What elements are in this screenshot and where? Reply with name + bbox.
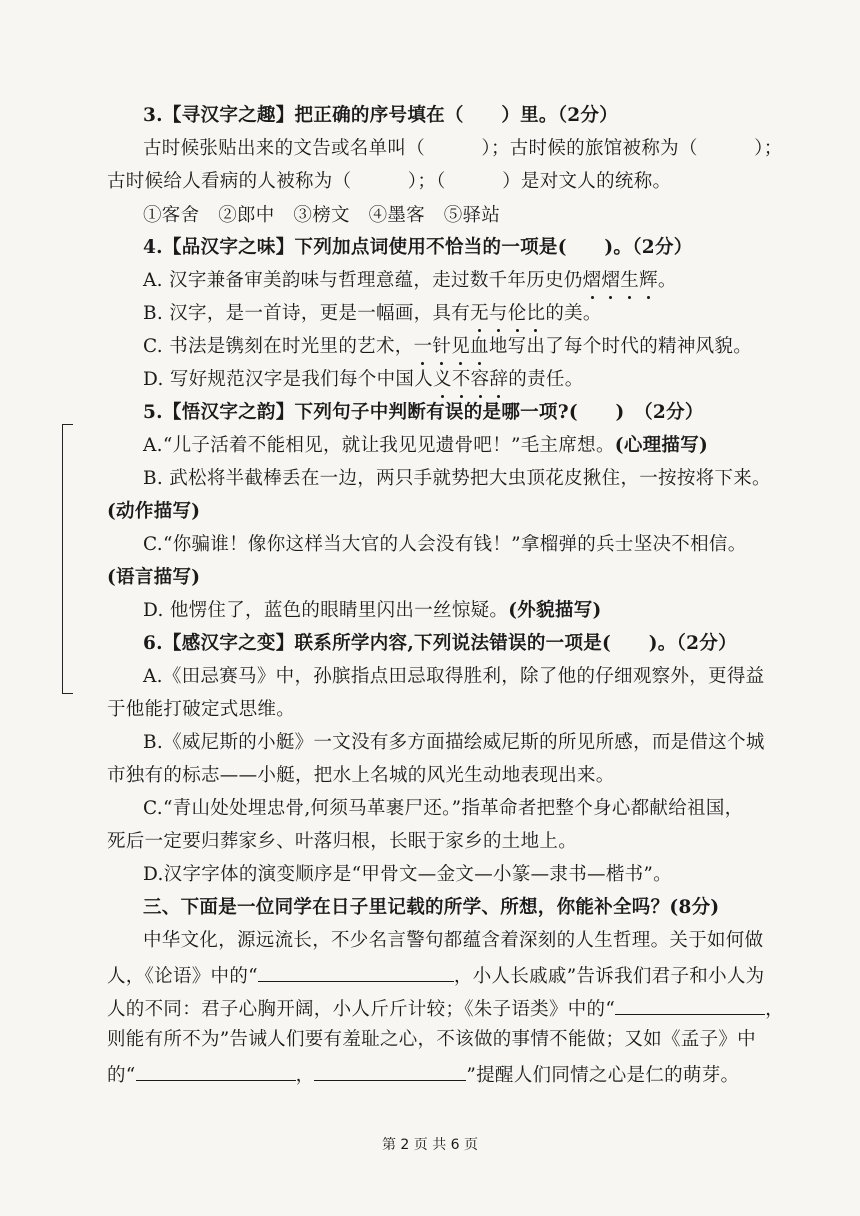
q5-d-text: D. 他愣住了，蓝色的眼睛里闪出一丝惊疑。	[143, 600, 509, 621]
q6-option-c-line-2: 死后一定要归葬家乡、叶落归根，长眠于家乡的土地上。	[107, 831, 578, 852]
q5-option-b: B. 武松将半截棒丢在一边，两只手就势把大虫顶花皮揪住，一按按将下来。	[143, 468, 771, 489]
fill-blank-4[interactable]	[314, 1060, 466, 1081]
q5-a-text: A.“儿子活着不能相见，就让我见见遗骨吧！”毛主席想。	[143, 435, 615, 456]
q4-b-dotted-word	[470, 303, 545, 324]
dotted-character: 熠	[601, 268, 620, 294]
dotted-character: 辉	[639, 268, 658, 294]
q3-title: 3.【寻汉字之趣】把正确的序号填在（ ）里。（2分）	[143, 105, 619, 126]
fill-blank-2[interactable]	[615, 994, 765, 1015]
q4-title: 4.【品汉字之味】下列加点词使用不恰当的一项是( )。（2分）	[143, 237, 693, 258]
s3-l2-end: ，小人长戚戚”告诉我们君子和小人为	[453, 966, 765, 987]
dotted-character: 一	[414, 334, 433, 360]
q4-c-dotted-word	[414, 336, 489, 357]
q3-line-2: 古时候给人看病的人被称为（ ）；（ ）是对文人的统称。	[107, 171, 672, 192]
s3-l2-start: 人，《论语》中的“	[107, 966, 258, 987]
q3-line-1: 古时候张贴出来的文告或名单叫（ ）；古时候的旅馆被称为（ ）；	[143, 138, 783, 159]
dotted-character: 血	[470, 334, 489, 360]
margin-bracket	[62, 424, 73, 694]
q5-a-tag: (心理描写)	[614, 435, 709, 456]
s3-l5-start: 的“	[107, 1065, 136, 1086]
q6-option-c-line-1: C.“青山处处埋忠骨,何须马革裹尸还。”指革命者把整个身心都献给祖国，	[143, 798, 744, 819]
q5-option-d	[143, 598, 602, 624]
dotted-character: 辞	[489, 367, 508, 393]
q5-b-tag: (动作描写)	[107, 501, 201, 522]
section-3-line-1: 中华文化，源远流长，不少名言警句都蕴含着深刻的人生哲理。关于如何做	[143, 930, 764, 951]
dotted-character: 不	[452, 367, 471, 393]
section-3-line-3	[107, 994, 784, 1023]
q4-d-dotted-word	[433, 369, 508, 390]
dotted-character: 生	[620, 268, 639, 294]
dotted-character: 容	[471, 367, 490, 393]
dotted-character: 见	[451, 334, 470, 360]
fill-blank-3[interactable]	[136, 1060, 296, 1081]
q5-c-tag: (语言描写)	[107, 567, 201, 588]
q4-a-dotted-word	[583, 270, 658, 291]
q4-b-text: B. 汉字，是一首诗，更是一幅画，具有	[143, 303, 471, 324]
q4-c-end: 地写出了每个时代的精神风貌。	[488, 336, 753, 357]
q4-option-b	[143, 301, 602, 327]
dotted-character: 无	[470, 301, 489, 327]
s3-l3-start: 人的不同：君子心胸开阔，小人斤斤计较；《朱子语类》中的“	[107, 999, 616, 1020]
q4-a-end: 。	[657, 270, 677, 291]
q4-b-end: 的美。	[545, 303, 602, 324]
dotted-character: 熠	[583, 268, 602, 294]
q4-d-text: D. 写好规范汉字是我们每个中国人	[143, 369, 434, 390]
dotted-character: 比	[527, 301, 546, 327]
section-3-line-2	[107, 961, 764, 990]
q4-option-a	[143, 268, 677, 294]
q5-option-c: C.“你骗谁！像你这样当大官的人会没有钱！”拿榴弹的兵士坚决不相信。	[143, 534, 747, 555]
q3-options: ①客舍 ②郎中 ③榜文 ④墨客 ⑤驿站	[143, 205, 501, 226]
page-number: 第 2 页 共 6 页	[381, 1137, 479, 1153]
q4-a-text: A. 汉字兼备审美韵味与哲理意蕴，走过数千年历史仍	[143, 270, 583, 291]
s3-l5-comma: ，	[295, 1065, 315, 1086]
q4-d-end: 的责任。	[508, 369, 584, 390]
q5-title: 5.【悟汉字之韵】下列句子中判断有误的是哪一项?( ) （2分）	[143, 402, 704, 423]
q6-option-d: D.汉字字体的演变顺序是“甲骨文—金文—小篆—隶书—楷书”。	[143, 864, 672, 885]
q6-title: 6.【感汉字之变】联系所学内容,下列说法错误的一项是( )。（2分）	[143, 633, 737, 654]
q4-option-c	[143, 334, 752, 360]
fill-blank-1[interactable]	[258, 961, 454, 982]
section-3-line-4: 则能有所不为”告诫人们要有羞耻之心，不该做的事情不能做；又如《孟子》中	[107, 1029, 756, 1050]
s3-l5-end: ”提醒人们同情之心是仁的萌芽。	[466, 1065, 740, 1086]
q5-option-a	[143, 433, 708, 459]
dotted-character: 义	[433, 367, 452, 393]
q6-option-b-line-1: B.《威尼斯的小艇》一文没有多方面描绘威尼斯的所见所感，而是借这个城	[143, 732, 765, 753]
dotted-character: 与	[489, 301, 508, 327]
q6-option-a-line-2: 于他能打破定式思维。	[107, 699, 296, 720]
dotted-character: 针	[432, 334, 451, 360]
q6-option-b-line-2: 市独有的标志——小艇，把水上名城的风光生动地表现出来。	[107, 765, 615, 786]
q5-d-tag: (外貌描写)	[508, 600, 602, 621]
section-3-title: 三、下面是一位同学在日子里记载的所学、所想，你能补全吗？(8分)	[143, 897, 720, 918]
q4-option-d	[143, 367, 584, 393]
s3-l3-end: ，	[765, 999, 784, 1020]
dotted-character: 伦	[508, 301, 527, 327]
section-3-line-5	[107, 1060, 739, 1089]
q4-c-text: C. 书法是镌刻在时光里的艺术，	[143, 336, 414, 357]
q6-option-a-line-1: A.《田忌赛马》中，孙膑指点田忌取得胜利，除了他的仔细观察外，更得益	[143, 666, 765, 687]
